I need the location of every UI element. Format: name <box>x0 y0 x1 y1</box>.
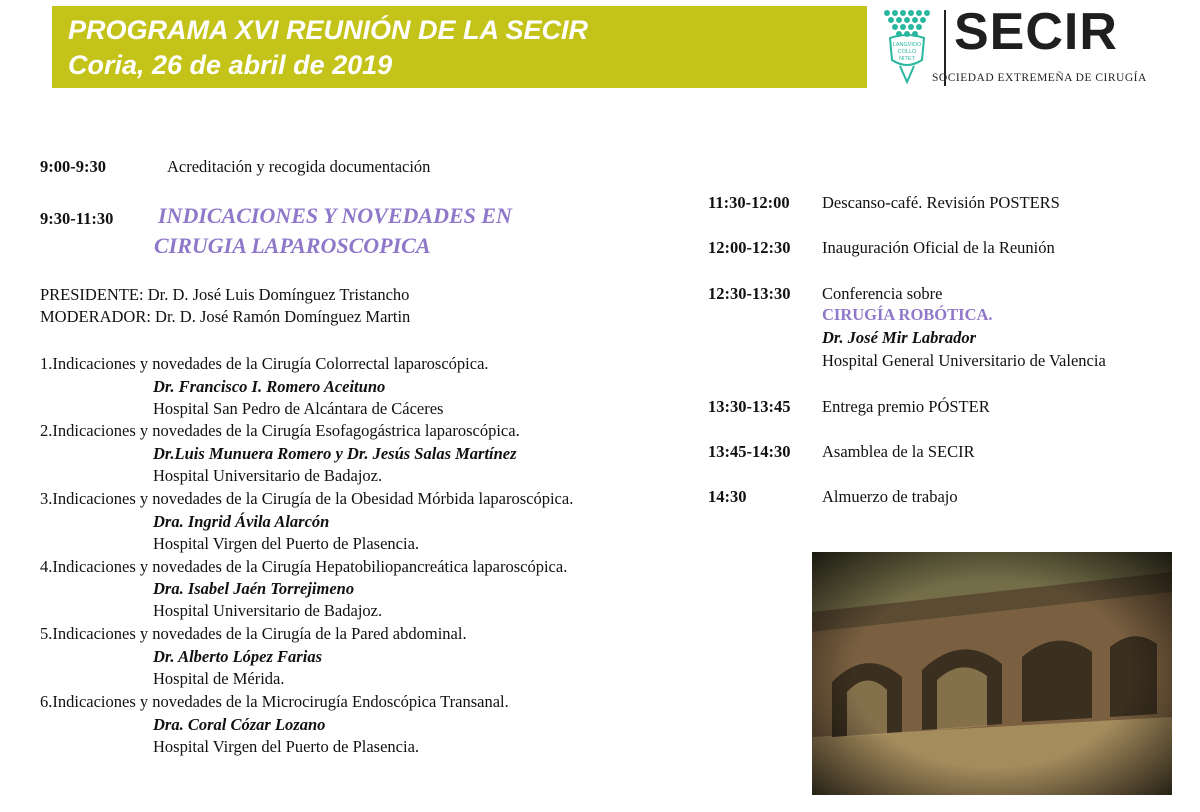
conference-speaker: Dr. José Mir Labrador <box>822 328 977 347</box>
talk-hospital: Hospital Virgen del Puerto de Plasencia. <box>153 737 420 756</box>
session-title-line1: INDICACIONES Y NOVEDADES EN <box>158 203 512 228</box>
talk-speaker: Dra. Ingrid Ávila Alarcón <box>153 512 330 531</box>
talk-title: 4.Indicaciones y novedades de la Cirugía Hepatobiliopancreática laparoscópica. <box>40 557 568 576</box>
talk-speaker: Dra. Coral Cózar Lozano <box>153 715 326 734</box>
slot-time: 9:00-9:30 <box>40 157 106 176</box>
presidente-line: PRESIDENTE: Dr. D. José Luis Domínguez Tristancho <box>40 285 410 304</box>
header-title: PROGRAMA XVI REUNIÓN DE LA SECIR <box>68 15 589 45</box>
talk-title: 2.Indicaciones y novedades de la Cirugía Esofagogástrica laparoscópica. <box>40 421 520 440</box>
emblem-text-1: LANGVIDO <box>892 42 922 48</box>
talk-speaker: Dr. Alberto López Farias <box>153 647 322 666</box>
slot-time: 12:00-12:30 <box>708 238 791 257</box>
talk-title: 1.Indicaciones y novedades de la Cirugía Colorrectal laparoscópica. <box>40 354 489 373</box>
slot-text: Descanso-café. Revisión POSTERS <box>822 193 1060 212</box>
slot-text: Entrega premio PÓSTER <box>822 397 990 416</box>
conference-hospital: Hospital General Universitario de Valencia <box>822 351 1106 370</box>
talk-title: 5.Indicaciones y novedades de la Cirugía de la Pared abdominal. <box>40 624 467 643</box>
slot-time: 13:30-13:45 <box>708 397 791 416</box>
session-title-line2: CIRUGIA LAPAROSCOPICA <box>154 233 431 258</box>
talk-hospital: Hospital Virgen del Puerto de Plasencia. <box>153 534 420 553</box>
logo-name: SECIR <box>954 3 1118 61</box>
talk-speaker: Dr. Francisco I. Romero Aceituno <box>153 377 386 396</box>
header-banner <box>52 6 867 88</box>
slot-text: Almuerzo de trabajo <box>822 487 958 506</box>
slot-time: 9:30-11:30 <box>40 209 114 228</box>
talk-hospital: Hospital San Pedro de Alcántara de Cáceres <box>153 399 444 418</box>
moderador-line: MODERADOR: Dr. D. José Ramón Domínguez Martin <box>40 307 411 326</box>
talk-title: 6.Indicaciones y novedades de la Microcirugía Endoscópica Transanal. <box>40 692 509 711</box>
talk-title: 3.Indicaciones y novedades de la Cirugía de la Obesidad Mórbida laparoscópica. <box>40 489 574 508</box>
emblem-text-3: NITET <box>899 56 915 62</box>
slot-time: 11:30-12:00 <box>708 193 790 212</box>
talk-hospital: Hospital Universitario de Badajoz. <box>153 466 383 485</box>
talk-hospital: Hospital Universitario de Badajoz. <box>153 601 383 620</box>
roman-bridge-image <box>812 552 1172 795</box>
secir-logo <box>872 3 1192 90</box>
talk-hospital: Hospital de Mérida. <box>153 669 285 688</box>
slot-text: Acreditación y recogida documentación <box>167 157 431 176</box>
header-subtitle: Coria, 26 de abril de 2019 <box>68 50 393 80</box>
bridge-photo <box>812 552 1172 795</box>
slot-text: Conferencia sobre <box>822 284 943 303</box>
slot-text: Asamblea de la SECIR <box>822 442 975 461</box>
secir-emblem-icon <box>878 8 936 84</box>
slot-time: 13:45-14:30 <box>708 442 791 461</box>
emblem-text-2: COLLO <box>897 49 917 55</box>
logo-subtitle: SOCIEDAD EXTREMEÑA DE CIRUGÍA <box>932 72 1147 84</box>
talk-speaker: Dra. Isabel Jaén Torrejimeno <box>153 579 355 598</box>
slot-text: Inauguración Oficial de la Reunión <box>822 238 1055 257</box>
slot-time: 12:30-13:30 <box>708 284 791 303</box>
slot-time: 14:30 <box>708 487 747 506</box>
talk-speaker: Dr.Luis Munuera Romero y Dr. Jesús Salas Martínez <box>153 444 517 463</box>
conference-topic: CIRUGÍA ROBÓTICA. <box>822 305 993 324</box>
